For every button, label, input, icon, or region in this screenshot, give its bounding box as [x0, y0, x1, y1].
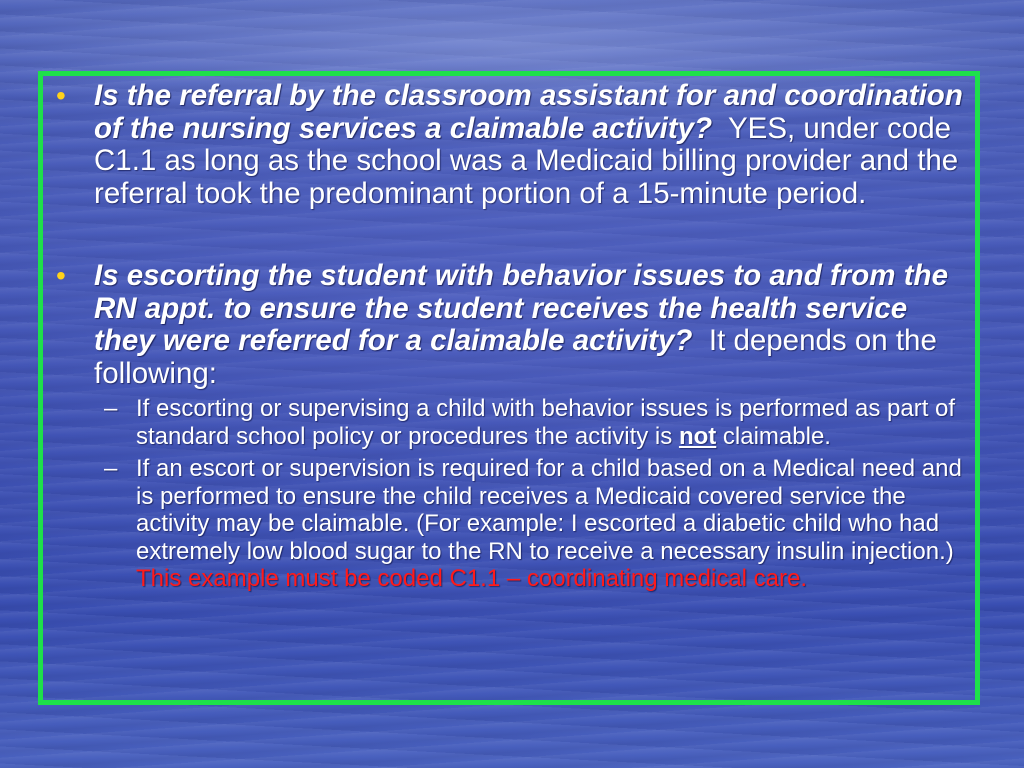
bullet-dot-icon: • — [56, 260, 66, 291]
sub-bullet-2 — [52, 455, 974, 593]
emphasis-not: not — [678, 422, 717, 450]
answer-2: It depends on the following: — [94, 324, 937, 390]
dash-icon: – — [104, 455, 118, 482]
bullet-item-1 — [52, 80, 974, 210]
bullet-item-2 — [52, 260, 974, 390]
bullet-dot-icon: • — [56, 80, 66, 111]
dash-icon: – — [104, 395, 118, 422]
sub-bullet-2-text: If an escort or supervision is required for a child based on a Medical need and is performed to ensure the child receives a Medicaid covered service the activity may be claimable. (For example: I escorted a diabetic child who had extremely low blood sugar to the RN to receive a necessary insulin injection.) — [136, 455, 962, 565]
slide-content — [52, 80, 974, 593]
question-2: Is escorting the student with behavior issues to and from the RN appt. to ensure the student receives the health service they were referred for a claimable activity? — [94, 259, 948, 357]
answer-1: YES, under code C1.1 as long as the school was a Medicaid billing provider and the referral took the predominant portion of a 15-minute period. — [94, 111, 959, 210]
sub-bullet-1-text: If escorting or supervising a child with behavior issues is performed as part of standard school policy or procedures the activity is — [136, 395, 956, 450]
coding-note: This example must be coded C1.1 – coordinating medical care. — [136, 565, 808, 592]
sub-bullet-1 — [52, 395, 974, 450]
question-1: Is the referral by the classroom assistant for and coordination of the nursing services a claimable activity? — [94, 79, 963, 145]
sub-bullet-1-tail: claimable. — [722, 422, 831, 450]
